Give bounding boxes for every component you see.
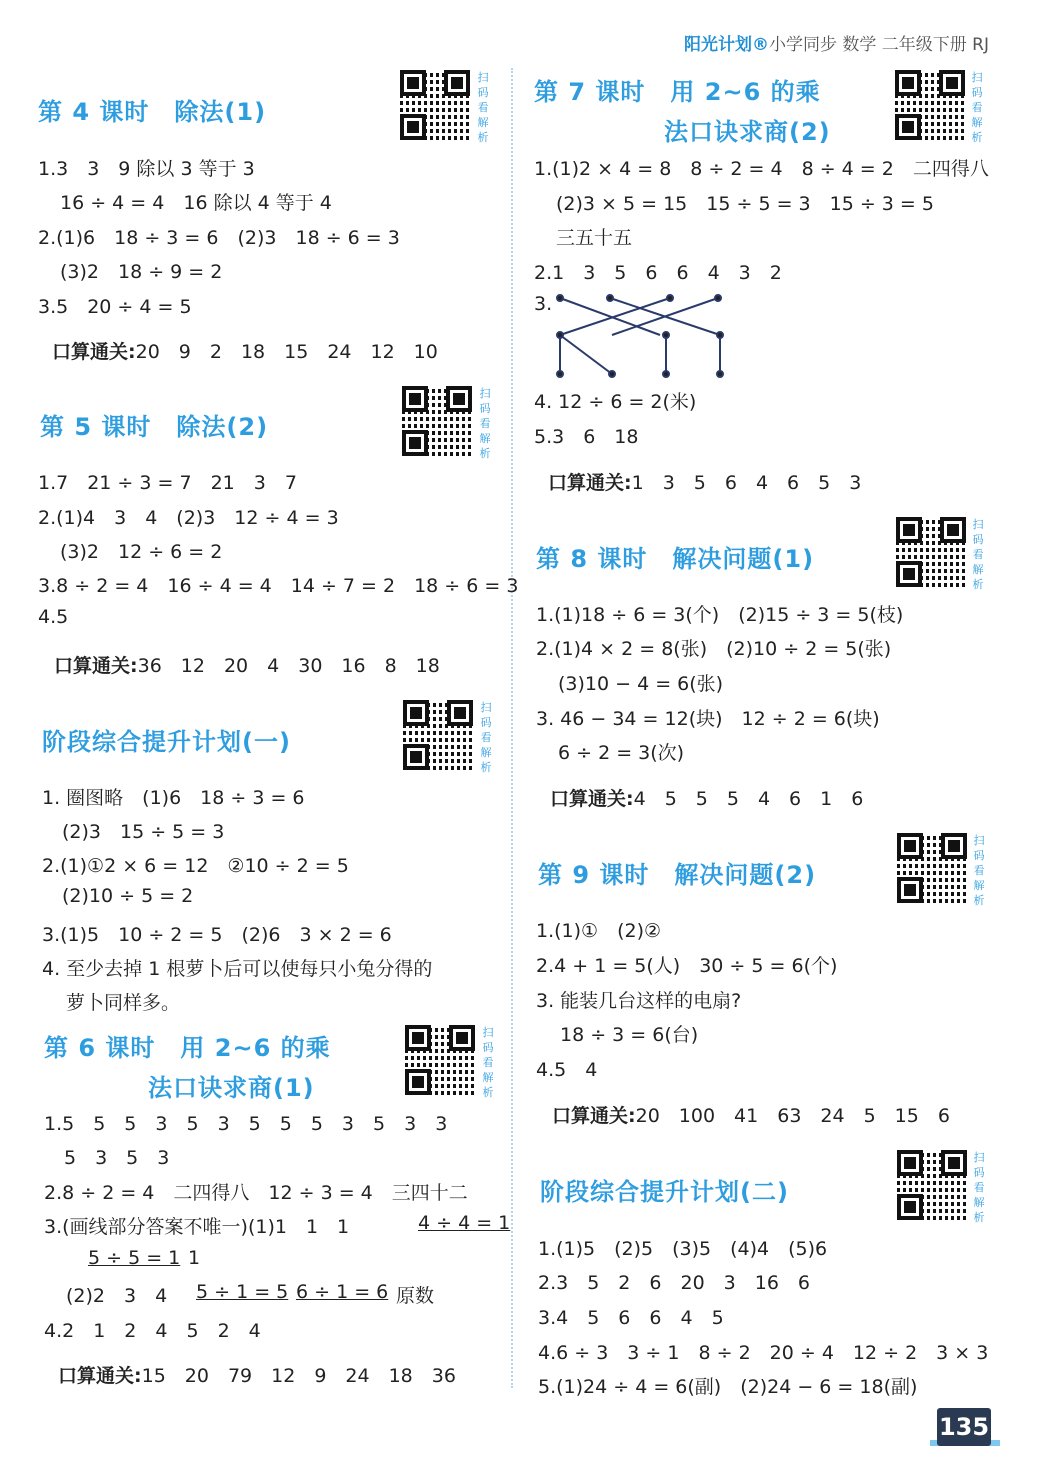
section-title-lesson-8: 第 8 课时 解决问题(1) [536,545,815,573]
oral-calc-values: 20 100 41 63 24 5 15 6 [635,1105,950,1127]
answer-line: (2)3 15 ÷ 5 = 3 [62,821,225,843]
answer-line: (3)2 18 ÷ 9 = 2 [60,261,223,283]
qr-code-icon[interactable] [897,1150,967,1220]
qr-code-icon[interactable] [896,517,966,587]
answer-line: 4.5 [38,606,69,628]
section-title-lesson-5: 第 5 课时 除法(2) [40,413,269,441]
qr-hint-label: 扫码看解析 [477,71,489,144]
answer-line: 3.5 20 ÷ 4 = 5 [38,296,192,318]
qr-hint-label: 扫码看解析 [973,834,985,907]
answer-line: 1.(1)2 × 4 = 8 8 ÷ 2 = 4 8 ÷ 4 = 2 二四得八 [534,158,989,180]
answer-line: 1.(1)5 (2)5 (3)5 (4)4 (5)6 [538,1238,828,1260]
answer-line: 6 ÷ 2 = 3(次) [558,742,685,764]
qr-code-icon[interactable] [403,700,473,770]
underlined-answer: 6 ÷ 1 = 6 [296,1281,389,1303]
oral-calc-row [52,337,438,364]
answer-line: 2.(1)4 × 2 = 8(张) (2)10 ÷ 2 = 5(张) [536,638,892,660]
page-number: 135 [937,1408,991,1446]
answer-line: 4.5 4 [536,1059,598,1081]
qr-hint-label: 扫码看解析 [973,1151,985,1224]
oral-calc-values: 36 12 20 4 30 16 8 18 [137,655,440,677]
section-title-stage-2: 阶段综合提升计划(二) [540,1178,789,1206]
answer-line: (2)2 3 4 [66,1285,168,1307]
qr-hint-label: 扫码看解析 [971,71,983,144]
match-dot [667,295,673,301]
qr-hint-label: 扫码看解析 [480,701,492,774]
qr-code-icon[interactable] [897,833,967,903]
match-dot [663,332,669,338]
answer-line: 3.8 ÷ 2 = 4 16 ÷ 4 = 4 14 ÷ 7 = 2 18 ÷ 6 = 3 [38,575,519,597]
column-divider [511,68,513,1388]
section-title-lesson-6: 第 6 课时 用 2~6 的乘 [44,1034,331,1062]
match-dot [557,295,563,301]
answer-line: (2)10 ÷ 5 = 2 [62,885,194,907]
section-title-stage-1: 阶段综合提升计划(一) [42,728,291,756]
answer-line: 3. [534,293,553,315]
match-dot [715,295,721,301]
section-title-lesson-4: 第 4 课时 除法(1) [38,98,267,126]
oral-calc-row [552,1101,950,1128]
answer-line: 2.4 + 1 = 5(人) 30 ÷ 5 = 6(个) [536,955,838,977]
match-dot [663,371,669,377]
answer-line: 4. 12 ÷ 6 = 2(米) [534,391,697,413]
answer-line: 1.3 3 9 除以 3 等于 3 [38,158,255,180]
answer-line: 4.2 1 2 4 5 2 4 [44,1320,261,1342]
answer-line: 三五十五 [556,227,633,249]
answer-line: (3)2 12 ÷ 6 = 2 [60,541,223,563]
answer-line: 16 ÷ 4 = 4 16 除以 4 等于 4 [60,192,332,214]
answer-line: 1.(1)18 ÷ 6 = 3(个) (2)15 ÷ 3 = 5(枝) [536,604,904,626]
answer-line: 4.6 ÷ 3 3 ÷ 1 8 ÷ 2 20 ÷ 4 12 ÷ 2 3 × 3 [538,1342,989,1364]
answer-line: 1. 圈图略 (1)6 18 ÷ 3 = 6 [42,787,305,809]
answer-line: 1.(1)① (2)② [536,920,662,942]
match-dot [607,295,613,301]
underlined-answer: 5 ÷ 1 = 5 [196,1281,289,1303]
oral-calc-values: 1 3 5 6 4 6 5 3 [631,472,862,494]
oral-calc-label: 口算通关: [52,341,136,363]
answer-line: 18 ÷ 3 = 6(台) [560,1024,699,1046]
qr-code-icon[interactable] [895,70,965,140]
answer-line: 4. 至少去掉 1 根萝卜后可以使每只小兔分得的 [42,958,433,980]
answer-line: 3.(画线部分答案不唯一)(1)1 1 1 [44,1216,350,1238]
answer-line: 2.(1)①2 × 6 = 12 ②10 ÷ 2 = 5 [42,855,349,877]
answer-line: 1 [188,1247,201,1269]
answer-line: 原数 [396,1285,435,1307]
section-title-lesson-6-cont: 法口诀求商(1) [148,1074,315,1102]
answer-line: 5.(1)24 ÷ 4 = 6(副) (2)24 − 6 = 18(副) [538,1376,918,1398]
oral-calc-row [550,784,863,811]
answer-line: (2)3 × 5 = 15 15 ÷ 5 = 3 15 ÷ 3 = 5 [556,193,934,215]
oral-calc-label: 口算通关: [548,472,632,494]
answer-line: 2.(1)6 18 ÷ 3 = 6 (2)3 18 ÷ 6 = 3 [38,227,400,249]
section-title-lesson-9: 第 9 课时 解决问题(2) [538,861,817,889]
match-dot [717,332,723,338]
qr-code-icon[interactable] [402,386,472,456]
oral-calc-row [54,651,440,678]
underlined-answer: 5 ÷ 5 = 1 [88,1247,181,1269]
oral-calc-row [548,468,861,495]
qr-code-icon[interactable] [400,70,470,140]
answer-line: 2.3 5 2 6 20 3 16 6 [538,1272,811,1294]
answer-line: (3)10 − 4 = 6(张) [558,673,724,695]
book-info: 小学同步 数学 二年级下册 RJ [768,35,989,55]
match-dot [717,371,723,377]
answer-line: 5.3 6 18 [534,426,639,448]
oral-calc-row [58,1361,456,1388]
match-line [560,335,612,374]
oral-calc-label: 口算通关: [550,788,634,810]
answer-line: 5 3 5 3 [64,1147,170,1169]
answer-line: 萝卜同样多。 [66,992,181,1014]
oral-calc-values: 20 9 2 18 15 24 12 10 [135,341,438,363]
section-title-lesson-7: 第 7 课时 用 2~6 的乘 [534,78,821,106]
answer-line: 2.1 3 5 6 6 4 3 2 [534,262,782,284]
answer-line: 3.4 5 6 6 4 5 [538,1307,724,1329]
oral-calc-values: 4 5 5 5 4 6 1 6 [633,788,864,810]
section-title-lesson-7-cont: 法口诀求商(2) [664,118,831,146]
answer-line: 3. 能装几台这样的电扇? [536,990,742,1012]
match-dot [609,371,615,377]
oral-calc-label: 口算通关: [58,1365,142,1387]
answer-line: 1.5 5 5 3 5 3 5 5 5 3 5 3 3 [44,1113,448,1135]
answer-line: 3. 46 − 34 = 12(块) 12 ÷ 2 = 6(块) [536,708,880,730]
oral-calc-values: 15 20 79 12 9 24 18 36 [141,1365,456,1387]
qr-hint-label: 扫码看解析 [479,387,491,460]
qr-code-icon[interactable] [405,1025,475,1095]
qr-hint-label: 扫码看解析 [482,1026,494,1099]
match-dot [557,371,563,377]
underlined-answer: 4 ÷ 4 = 1 [418,1212,511,1234]
answer-line: 3.(1)5 10 ÷ 2 = 5 (2)6 3 × 2 = 6 [42,924,392,946]
oral-calc-label: 口算通关: [552,1105,636,1127]
oral-calc-label: 口算通关: [54,655,138,677]
answer-line: 2.(1)4 3 4 (2)3 12 ÷ 4 = 3 [38,507,339,529]
brand-name: 阳光计划® [683,35,769,55]
match-dot [557,332,563,338]
answer-line: 2.8 ÷ 2 = 4 二四得八 12 ÷ 3 = 4 三四十二 [44,1182,468,1204]
matching-diagram [548,290,728,380]
running-header [684,30,989,55]
answer-line: 1.7 21 ÷ 3 = 7 21 3 7 [38,472,297,494]
qr-hint-label: 扫码看解析 [972,518,984,591]
